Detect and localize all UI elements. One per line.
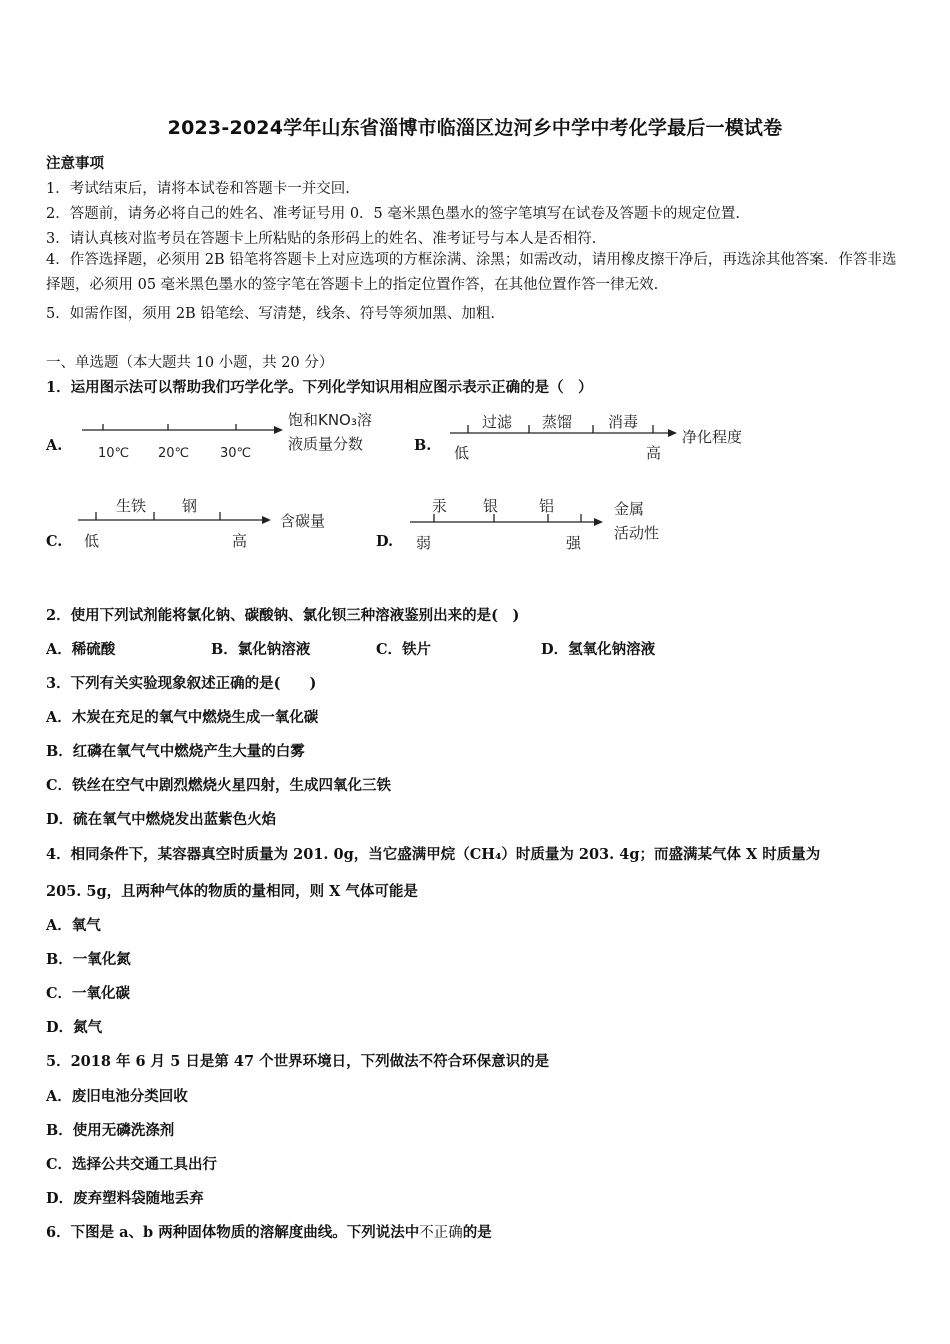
q1-a-tick: 10℃	[98, 446, 130, 461]
q1-d-top-label: 汞	[432, 497, 448, 515]
question-5-stem: 5．2018 年 6 月 5 日是第 47 个世界环境日，下列做法不符合环保意识的是	[46, 1053, 550, 1070]
notice-item: 5．如需作图，须用 2B 铅笔绘、写清楚，线条、符号等须加黑、加粗.	[46, 306, 495, 322]
notice-item: 1．考试结束后，请将本试卷和答题卡一并交回.	[46, 181, 350, 197]
q3-option-c: C．铁丝在空气中剧烈燃烧火星四射，生成四氧化三铁	[46, 777, 392, 794]
q1-c-low: 低	[84, 532, 100, 550]
q1-diagram-b	[446, 405, 766, 465]
q1-option-c-label: C.	[46, 533, 63, 550]
q1-diagram-d	[406, 490, 696, 555]
question-4-stem: 4．相同条件下，某容器真空时质量为 201. 0g，当它盛满甲烷（CH₄）时质量为 203. 4g；而盛满某气体 X 时质量为	[46, 846, 821, 863]
q1-b-low: 低	[454, 444, 470, 462]
q1-a-axis-label: 饱和KNO₃溶	[288, 411, 372, 429]
notice-item: 3．请认真核对监考员在答题卡上所粘贴的条形码上的姓名、准考证号与本人是否相符.	[46, 231, 597, 247]
q6-stem-emphasis: 不正确	[419, 1225, 463, 1241]
q1-option-d-label: D.	[376, 533, 394, 550]
q1-b-top-label: 过滤	[482, 413, 513, 431]
q2-option-b: B．氯化钠溶液	[211, 641, 311, 658]
notice-heading: 注意事项	[46, 155, 104, 172]
question-1-stem: 1．运用图示法可以帮助我们巧学化学。下列化学知识用相应图示表示正确的是（ ）	[46, 379, 593, 396]
q1-d-high: 强	[566, 534, 582, 552]
q4-option-b: B．一氧化氮	[46, 951, 131, 968]
q2-option-d: D．氢氧化钠溶液	[541, 641, 656, 658]
q1-b-top-label: 蒸馏	[542, 413, 573, 431]
q1-b-top-label: 消毒	[608, 413, 639, 431]
q2-option-c: C．铁片	[376, 641, 432, 658]
q3-option-b: B．红磷在氧气气中燃烧产生大量的白雾	[46, 743, 305, 760]
q1-diagram-a	[78, 405, 398, 465]
q1-c-high: 高	[232, 532, 248, 550]
q5-option-d: D．废弃塑料袋随地丢弃	[46, 1190, 204, 1207]
q1-a-tick: 20℃	[158, 446, 190, 461]
q1-option-b-label: B.	[414, 437, 432, 454]
q5-option-a: A．废旧电池分类回收	[46, 1088, 188, 1105]
q1-b-axis-label: 净化程度	[682, 428, 743, 446]
q1-c-top-label: 钢	[182, 497, 198, 515]
q6-stem-suffix: 的是	[462, 1224, 492, 1241]
question-4-stem-cont: 205. 5g，且两种气体的物质的量相同，则 X 气体可能是	[46, 883, 418, 900]
q5-option-b: B．使用无磷洗涤剂	[46, 1122, 175, 1139]
q1-a-tick: 30℃	[220, 446, 252, 461]
q1-d-top-label: 银	[483, 497, 499, 515]
notice-item: 2．答题前，请务必将自己的姓名、准考证号用 0．5 毫米黑色墨水的签字笔填写在试卷及答题卡的规定位置.	[46, 206, 740, 222]
q1-d-axis-label: 金属	[614, 500, 645, 518]
q1-a-axis-label: 液质量分数	[288, 435, 364, 453]
question-6-stem	[46, 1221, 492, 1242]
q1-d-low: 弱	[416, 534, 432, 552]
q1-d-axis-label: 活动性	[614, 524, 660, 542]
page-title: 2023-2024学年山东省淄博市临淄区边河乡中学中考化学最后一模试卷	[167, 117, 783, 139]
q1-option-a-label: A.	[46, 437, 63, 454]
section-heading: 一、单选题（本大题共 10 小题，共 20 分）	[46, 355, 334, 371]
q1-c-top-label: 生铁	[116, 497, 147, 515]
q1-c-axis-label: 含碳量	[280, 512, 326, 530]
q3-option-a: A．木炭在充足的氧气中燃烧生成一氧化碳	[46, 709, 319, 726]
q6-stem-prefix: 6．下图是 a、b 两种固体物质的溶解度曲线。下列说法中	[46, 1224, 420, 1241]
q2-option-a: A．稀硫酸	[46, 641, 116, 658]
q1-diagram-c	[74, 490, 354, 555]
q4-option-c: C．一氧化碳	[46, 985, 131, 1002]
q4-option-a: A．氧气	[46, 917, 101, 934]
question-3-stem: 3．下列有关实验现象叙述正确的是( )	[46, 675, 317, 692]
notice-item: 4．作答选择题，必须用 2B 铅笔将答题卡上对应选项的方框涂满、涂黑；如需改动，请用橡皮擦干净后，再选涂其他答案．作答非选择题，必须用 05 毫米黑色墨水的签字笔在答题卡上的指定位置作答，在其他位置作答一律无效.	[46, 252, 897, 293]
q4-option-d: D．氮气	[46, 1019, 103, 1036]
q3-option-d: D．硫在氧气中燃烧发出蓝紫色火焰	[46, 811, 277, 828]
question-2-stem: 2．使用下列试剂能将氯化钠、碳酸钠、氯化钡三种溶液鉴别出来的是( )	[46, 607, 520, 624]
q5-option-c: C．选择公共交通工具出行	[46, 1156, 218, 1173]
q1-b-high: 高	[646, 444, 662, 462]
q1-d-top-label: 铝	[539, 497, 555, 515]
